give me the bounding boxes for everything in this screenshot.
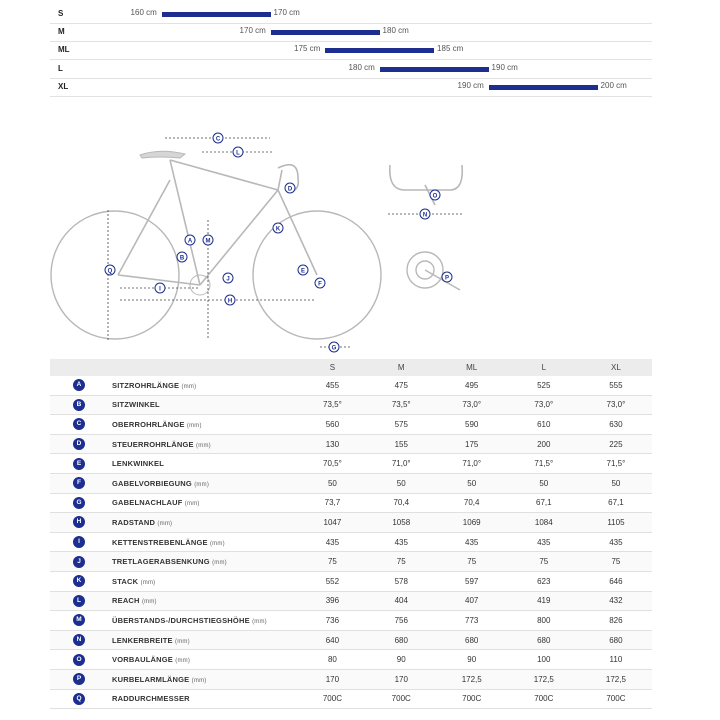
diagram-badge-label: A: [187, 238, 193, 245]
measurement-value: 73,7: [298, 493, 367, 513]
measurement-value: 75: [298, 552, 367, 572]
measurement-value: 495: [436, 376, 508, 395]
measurement-value: 700C: [436, 689, 508, 709]
diagram-badge-label: M: [205, 238, 211, 245]
row-key-badge: M: [73, 614, 85, 626]
measurement-unit: (mm): [157, 520, 173, 527]
measurement-value: 407: [436, 591, 508, 611]
size-min-label: 175 cm: [294, 44, 321, 54]
column-header: [108, 359, 298, 376]
measurement-value: 73,0°: [436, 395, 508, 415]
table-row: [50, 513, 652, 533]
row-key-badge: J: [73, 556, 85, 568]
column-header: ML: [436, 359, 508, 376]
row-key-badge: H: [73, 516, 85, 528]
diagram-badge-label: J: [226, 276, 230, 283]
diagram-badge-label: K: [275, 226, 281, 233]
diagram-badge-label: P: [444, 275, 450, 282]
diagram-badge-label: F: [318, 281, 322, 288]
measurement-value: 396: [298, 591, 367, 611]
measurement-value: 73,5°: [298, 395, 367, 415]
table-row: [50, 669, 652, 689]
measurement-value: 90: [367, 650, 436, 670]
row-key-badge: B: [73, 399, 85, 411]
table-row: [50, 395, 652, 415]
measurement-value: 75: [580, 552, 652, 572]
measurement-value: 75: [508, 552, 580, 572]
size-max-label: 200 cm: [600, 80, 627, 90]
measurement-value: 50: [298, 473, 367, 493]
column-header: S: [298, 359, 367, 376]
measurement-value: 560: [298, 415, 367, 435]
measurement-value: 110: [580, 650, 652, 670]
measurement-value: 525: [508, 376, 580, 395]
measurement-name: LENKERBREITE (mm): [108, 630, 298, 650]
diagram-badge-label: E: [300, 268, 306, 275]
table-row: [50, 552, 652, 572]
measurement-value: 70,5°: [298, 454, 367, 474]
measurement-name: REACH (mm): [108, 591, 298, 611]
measurement-value: 71,5°: [508, 454, 580, 474]
geometry-table: [50, 359, 652, 709]
row-key-badge: D: [73, 438, 85, 450]
measurement-unit: (mm): [194, 481, 210, 488]
row-key-badge: O: [73, 654, 85, 666]
measurement-unit: (mm): [209, 540, 225, 547]
measurement-value: 172,5: [508, 669, 580, 689]
size-row-l: [50, 60, 652, 79]
measurement-value: 70,4: [367, 493, 436, 513]
measurement-value: 623: [508, 571, 580, 591]
measurement-value: 435: [367, 532, 436, 552]
measurement-value: 155: [367, 434, 436, 454]
measurement-value: 75: [367, 552, 436, 572]
table-row: [50, 473, 652, 493]
row-key-badge: I: [73, 536, 85, 548]
measurement-name: GABELVORBIEGUNG (mm): [108, 473, 298, 493]
measurement-name: OBERROHRLÄNGE (mm): [108, 415, 298, 435]
column-header: M: [367, 359, 436, 376]
measurement-value: 50: [436, 473, 508, 493]
diagram-badges: [105, 133, 452, 352]
row-key-badge: C: [73, 418, 85, 430]
diagram-badge-label: O: [432, 193, 438, 200]
measurement-name: KURBELARMLÄNGE (mm): [108, 669, 298, 689]
measurement-value: 73,0°: [508, 395, 580, 415]
size-min-label: 190 cm: [457, 80, 484, 90]
row-key-badge: P: [73, 673, 85, 685]
measurement-name: GABELNACHLAUF (mm): [108, 493, 298, 513]
row-key-badge: L: [73, 595, 85, 607]
measurement-value: 1084: [508, 513, 580, 533]
measurement-name: RADDURCHMESSER: [108, 689, 298, 709]
measurement-unit: (mm): [181, 383, 197, 390]
measurement-value: 552: [298, 571, 367, 591]
measurement-unit: (mm): [212, 560, 227, 567]
measurement-value: 73,0°: [580, 395, 652, 415]
measurement-name: SITZWINKEL: [108, 395, 298, 415]
measurement-value: 435: [436, 532, 508, 552]
measurement-value: 646: [580, 571, 652, 591]
measurement-value: 700C: [580, 689, 652, 709]
measurement-value: 773: [436, 611, 508, 631]
diagram-badge-label: I: [159, 286, 161, 293]
table-row: [50, 454, 652, 474]
measurement-value: 435: [298, 532, 367, 552]
measurement-value: 170: [367, 669, 436, 689]
measurement-value: 700C: [367, 689, 436, 709]
measurement-value: 575: [367, 415, 436, 435]
column-header: [50, 359, 108, 376]
measurement-value: 700C: [508, 689, 580, 709]
measurement-value: 680: [580, 630, 652, 650]
measurement-value: 435: [580, 532, 652, 552]
row-key-badge: F: [73, 477, 85, 489]
measurement-value: 826: [580, 611, 652, 631]
table-row: [50, 630, 652, 650]
measurement-value: 680: [436, 630, 508, 650]
rear-wheel: [51, 211, 179, 339]
size-row-xl: [50, 78, 652, 97]
measurement-value: 70,4: [436, 493, 508, 513]
measurement-unit: (mm): [186, 422, 202, 429]
diagram-badge-label: Q: [107, 268, 113, 275]
frame: [118, 160, 317, 285]
size-code: S: [58, 9, 64, 18]
measurement-value: 597: [436, 571, 508, 591]
size-range-bar: [380, 67, 489, 72]
measurement-name: STEUERROHRLÄNGE (mm): [108, 434, 298, 454]
row-key-badge: N: [73, 634, 85, 646]
column-header: L: [508, 359, 580, 376]
column-header: XL: [580, 359, 652, 376]
measurement-name: VORBAULÄNGE (mm): [108, 650, 298, 670]
diagram-badge-label: H: [227, 298, 233, 305]
measurement-value: 71,0°: [367, 454, 436, 474]
table-row: [50, 532, 652, 552]
row-key-badge: A: [73, 379, 85, 391]
measurement-value: 435: [508, 532, 580, 552]
measurement-unit: (mm): [140, 579, 156, 586]
table-row: [50, 434, 652, 454]
size-min-label: 180 cm: [348, 62, 375, 72]
size-row-ml: [50, 41, 652, 60]
size-range-bar: [271, 30, 380, 35]
size-range-bar: [162, 12, 271, 17]
size-range-bar: [325, 48, 434, 53]
table-row: [50, 611, 652, 631]
row-key-badge: G: [73, 497, 85, 509]
table-row: [50, 650, 652, 670]
size-row-m: [50, 23, 652, 42]
measurement-value: 100: [508, 650, 580, 670]
measurement-value: 1069: [436, 513, 508, 533]
measurement-value: 756: [367, 611, 436, 631]
measurement-name: TRETLAGERABSENKUNG (mm): [108, 552, 298, 572]
measurement-value: 90: [436, 650, 508, 670]
measurement-value: 67,1: [580, 493, 652, 513]
measurement-value: 680: [508, 630, 580, 650]
measurement-value: 200: [508, 434, 580, 454]
row-key-badge: Q: [73, 693, 85, 705]
measurement-value: 75: [436, 552, 508, 572]
size-chart: [50, 5, 652, 99]
measurement-unit: (mm): [141, 599, 157, 606]
size-max-label: 190 cm: [491, 62, 518, 72]
measurement-name: ÜBERSTANDS-/DURCHSTIEGSHÖHE (mm): [108, 611, 298, 631]
measurement-value: 590: [436, 415, 508, 435]
diagram-badge-label: L: [236, 150, 240, 157]
size-max-label: 185 cm: [437, 44, 464, 54]
measurement-value: 736: [298, 611, 367, 631]
measurement-value: 475: [367, 376, 436, 395]
measurement-value: 50: [508, 473, 580, 493]
size-min-label: 160 cm: [130, 8, 157, 17]
size-code: XL: [58, 81, 69, 91]
size-range-bar: [489, 85, 598, 90]
measurement-value: 67,1: [508, 493, 580, 513]
table-row: [50, 689, 652, 709]
diagram-badge-label: N: [422, 212, 428, 219]
measurement-value: 555: [580, 376, 652, 395]
measurement-name: SITZROHRLÄNGE (mm): [108, 376, 298, 395]
measurement-value: 680: [367, 630, 436, 650]
measurement-name: STACK (mm): [108, 571, 298, 591]
measurement-value: 578: [367, 571, 436, 591]
measurement-value: 700C: [298, 689, 367, 709]
measurement-value: 172,5: [436, 669, 508, 689]
diagram-badge-label: C: [215, 136, 221, 143]
measurement-name: LENKWINKEL: [108, 454, 298, 474]
size-max-label: 180 cm: [382, 26, 409, 36]
measurement-value: 419: [508, 591, 580, 611]
size-code: M: [58, 27, 65, 37]
measurement-value: 175: [436, 434, 508, 454]
table-row: [50, 591, 652, 611]
measurement-value: 404: [367, 591, 436, 611]
measurement-unit: (mm): [191, 677, 207, 684]
measurement-name: KETTENSTREBENLÄNGE (mm): [108, 532, 298, 552]
saddle: [140, 151, 185, 158]
size-max-label: 170 cm: [273, 8, 300, 17]
geometry-diagram: [50, 130, 500, 355]
measurement-value: 800: [508, 611, 580, 631]
size-row-s: [50, 5, 652, 24]
row-key-badge: E: [73, 458, 85, 470]
measurement-name: RADSTAND (mm): [108, 513, 298, 533]
measurement-value: 73,5°: [367, 395, 436, 415]
measurement-value: 80: [298, 650, 367, 670]
measurement-value: 630: [580, 415, 652, 435]
diagram-badge-label: G: [331, 345, 337, 352]
measurement-value: 1047: [298, 513, 367, 533]
measurement-value: 172,5: [580, 669, 652, 689]
measurement-value: 50: [580, 473, 652, 493]
measurement-value: 640: [298, 630, 367, 650]
row-key-badge: K: [73, 575, 85, 587]
measurement-value: 130: [298, 434, 367, 454]
measurement-value: 432: [580, 591, 652, 611]
measurement-unit: (mm): [175, 638, 190, 645]
measurement-unit: (mm): [196, 442, 211, 449]
size-code: ML: [58, 45, 70, 55]
measurement-value: 610: [508, 415, 580, 435]
measurement-unit: (mm): [252, 618, 267, 625]
measurement-value: 455: [298, 376, 367, 395]
measurement-unit: (mm): [184, 501, 200, 508]
measurement-value: 50: [367, 473, 436, 493]
measurement-value: 1058: [367, 513, 436, 533]
table-row: [50, 571, 652, 591]
measurement-value: 1105: [580, 513, 652, 533]
table-row: [50, 493, 652, 513]
measurement-value: 225: [580, 434, 652, 454]
size-min-label: 170 cm: [239, 26, 266, 36]
diagram-badge-label: B: [179, 255, 185, 262]
measurement-value: 170: [298, 669, 367, 689]
size-code: L: [58, 63, 63, 73]
table-row: [50, 376, 652, 395]
measurement-value: 71,0°: [436, 454, 508, 474]
table-header: [50, 359, 652, 376]
diagram-badge-label: D: [287, 186, 293, 193]
table-row: [50, 415, 652, 435]
measurement-value: 71,5°: [580, 454, 652, 474]
measurement-unit: (mm): [175, 658, 191, 665]
